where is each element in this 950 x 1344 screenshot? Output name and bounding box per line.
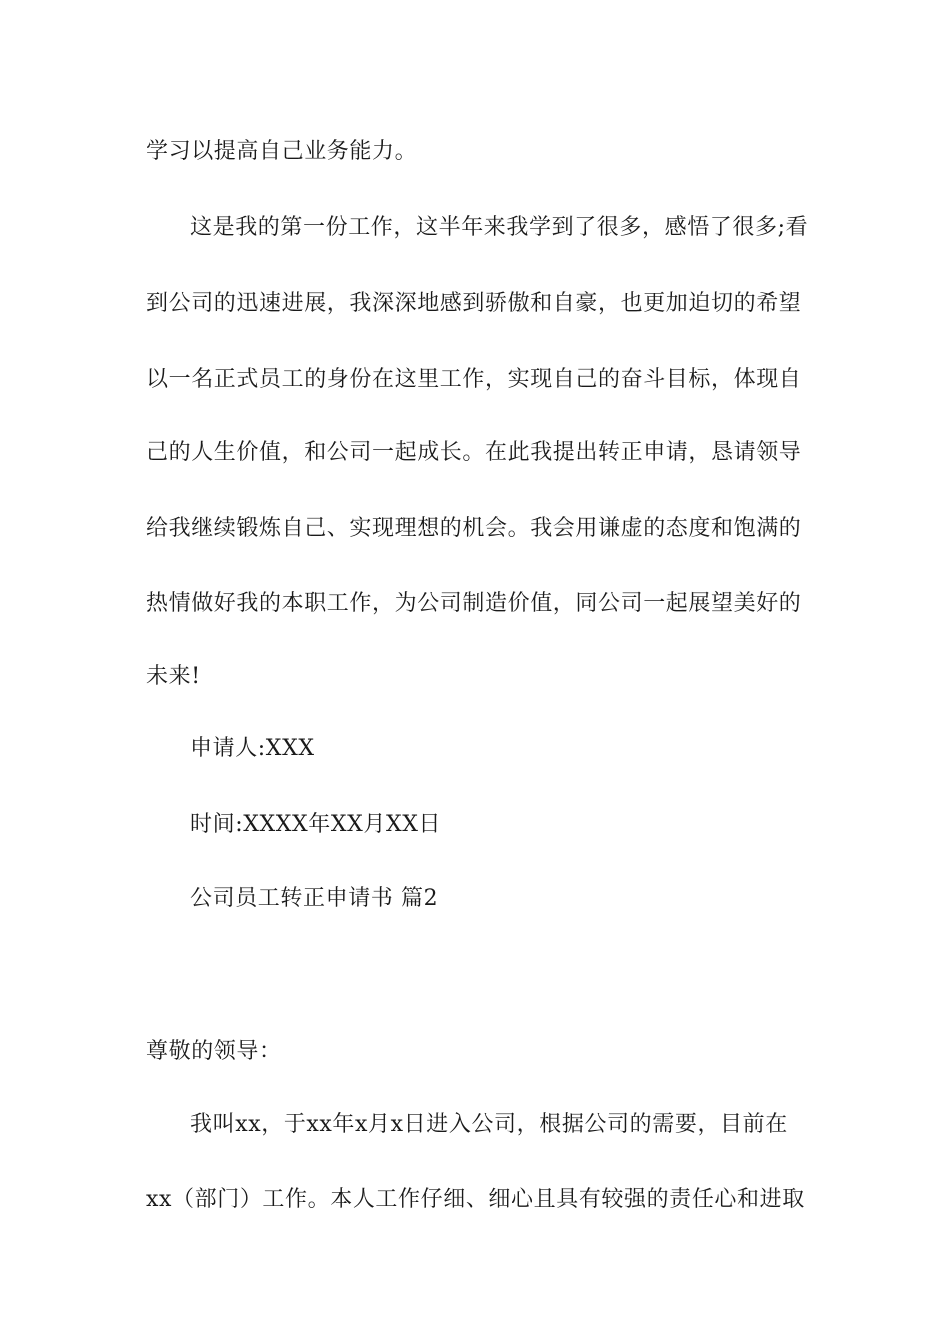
salutation: 尊敬的领导： <box>146 1039 282 1064</box>
paragraph-line: 这是我的第一份工作，这半年来我学到了很多，感悟了很多;看 <box>190 215 809 240</box>
paragraph-line: 我叫xx，于xx年x月x日进入公司，根据公司的需要，目前在 <box>190 1112 788 1137</box>
section-title: 公司员工转正申请书 篇2 <box>190 886 439 911</box>
applicant-line: 申请人:XXX <box>190 736 315 761</box>
paragraph-line: 以一名正式员工的身份在这里工作，实现自己的奋斗目标，体现自 <box>146 367 802 392</box>
paragraph-line: 给我继续锻炼自己、实现理想的机会。我会用谦虚的态度和饱满的 <box>146 516 802 541</box>
paragraph-line: 到公司的迅速进展，我深深地感到骄傲和自豪，也更加迫切的希望 <box>146 291 802 316</box>
paragraph-line: 学习以提高自己业务能力。 <box>146 139 418 164</box>
date-line: 时间:XXXX年XX月XX日 <box>190 812 442 837</box>
paragraph-line: xx（部门）工作。本人工作仔细、细心且具有较强的责任心和进取 <box>146 1187 805 1212</box>
paragraph-line: 未来! <box>146 664 201 689</box>
paragraph-line: 己的人生价值，和公司一起成长。在此我提出转正申请，恳请领导 <box>146 440 802 465</box>
paragraph-line: 热情做好我的本职工作，为公司制造价值，同公司一起展望美好的 <box>146 591 802 616</box>
